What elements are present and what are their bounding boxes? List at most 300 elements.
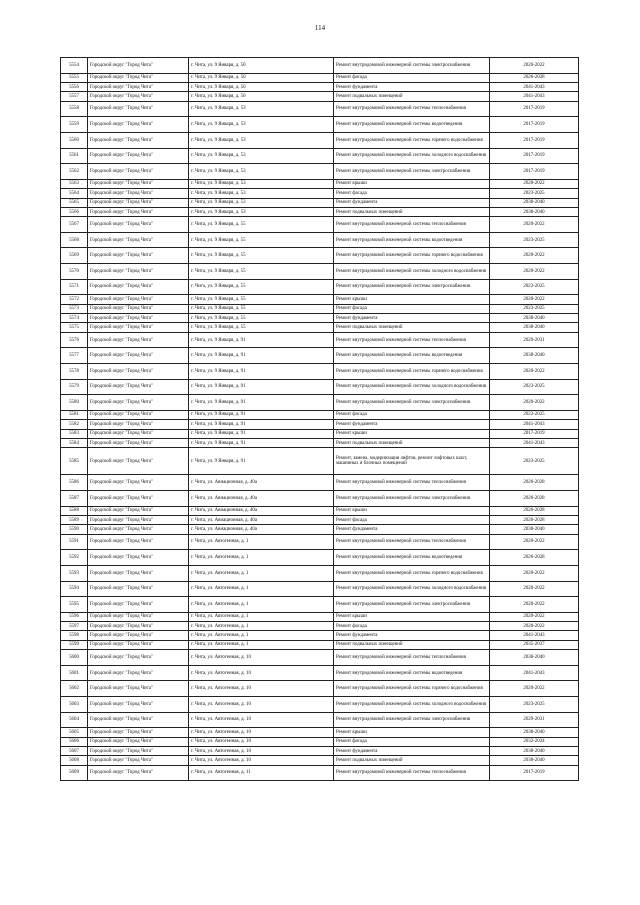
address-cell: г. Чита, ул. 9 Января, д. 55 xyxy=(189,217,334,233)
table-row xyxy=(61,681,579,697)
years-cell: 2023-2025 xyxy=(490,410,579,419)
work-type-cell: Ремонт фундамента xyxy=(334,314,490,323)
years-cell: 2023-2025 xyxy=(490,232,579,248)
work-type-cell: Ремонт фундамента xyxy=(334,525,490,534)
municipality-cell: Городской округ "Город Чита" xyxy=(88,364,189,380)
municipality-cell: Городской округ "Город Чита" xyxy=(88,217,189,233)
work-type-cell: Ремонт фундамента xyxy=(334,747,490,756)
table-row xyxy=(61,448,579,475)
row-number: 5563 xyxy=(61,179,88,188)
address-cell: г. Чита, ул. 9 Января, д. 55 xyxy=(189,314,334,323)
row-number: 5575 xyxy=(61,323,88,332)
table-row xyxy=(61,534,579,550)
municipality-cell: Городской округ "Город Чита" xyxy=(88,728,189,737)
work-type-cell: Ремонт внутридомовой инженерной системы теплоснабжения xyxy=(334,650,490,666)
table-row xyxy=(61,207,579,216)
years-cell: 2020-2022 xyxy=(490,264,579,280)
row-number: 5565 xyxy=(61,198,88,207)
row-number: 5608 xyxy=(61,756,88,765)
work-type-cell: Ремонт подвальных помещений xyxy=(334,640,490,649)
years-cell: 2026-2028 xyxy=(490,475,579,491)
row-number: 5599 xyxy=(61,640,88,649)
table-row xyxy=(61,612,579,621)
table-row xyxy=(61,58,579,74)
row-number: 5593 xyxy=(61,565,88,581)
row-number: 5577 xyxy=(61,348,88,364)
municipality-cell: Городской округ "Город Чита" xyxy=(88,101,189,117)
work-type-cell: Ремонт фасада xyxy=(334,622,490,631)
table-row xyxy=(61,475,579,491)
table-row xyxy=(61,132,579,148)
address-cell: г. Чита, ул. Автогенная, д. 1 xyxy=(189,622,334,631)
work-type-cell: Ремонт внутридомовой инженерной системы теплоснабжения xyxy=(334,765,490,781)
years-cell: 2023-2025 xyxy=(490,304,579,313)
work-type-cell: Ремонт крыши xyxy=(334,506,490,515)
address-cell: г. Чита, ул. 9 Января, д. 91 xyxy=(189,379,334,395)
table-row xyxy=(61,117,579,133)
page-number: 114 xyxy=(314,24,326,32)
municipality-cell: Городской округ "Город Чита" xyxy=(88,323,189,332)
municipality-cell: Городской округ "Город Чита" xyxy=(88,640,189,649)
table-row xyxy=(61,148,579,164)
table-row xyxy=(61,279,579,295)
table-row xyxy=(61,189,579,198)
work-type-cell: Ремонт фасада xyxy=(334,515,490,524)
row-number: 5557 xyxy=(61,92,88,101)
years-cell: 2023-2025 xyxy=(490,189,579,198)
years-cell: 2041-2043 xyxy=(490,438,579,447)
years-cell: 2038-2040 xyxy=(490,650,579,666)
table-row xyxy=(61,364,579,380)
table-row xyxy=(61,697,579,713)
table-row xyxy=(61,565,579,581)
years-cell: 2023-2025 xyxy=(490,697,579,713)
row-number: 5588 xyxy=(61,506,88,515)
row-number: 5586 xyxy=(61,475,88,491)
work-type-cell: Ремонт внутридомовой инженерной системы холодного водоснабжения xyxy=(334,581,490,597)
work-type-cell: Ремонт внутридомовой инженерной системы горячего водоснабжения xyxy=(334,565,490,581)
row-number: 5603 xyxy=(61,697,88,713)
address-cell: г. Чита, ул. 9 Января, д. 91 xyxy=(189,395,334,411)
address-cell: г. Чита, ул. Автогенная, д. 1 xyxy=(189,631,334,640)
work-type-cell: Ремонт внутридомовой инженерной системы холодного водоснабжения xyxy=(334,379,490,395)
years-cell: 2032-2034 xyxy=(490,737,579,746)
years-cell: 2023-2025 xyxy=(490,379,579,395)
work-type-cell: Ремонт внутридомовой инженерной системы электроснабжения xyxy=(334,712,490,728)
row-number: 5607 xyxy=(61,747,88,756)
municipality-cell: Городской округ "Город Чита" xyxy=(88,631,189,640)
years-cell: 2035-2037 xyxy=(490,640,579,649)
table-row xyxy=(61,101,579,117)
municipality-cell: Городской округ "Город Чита" xyxy=(88,650,189,666)
work-type-cell: Ремонт внутридомовой инженерной системы горячего водоснабжения xyxy=(334,364,490,380)
table-row xyxy=(61,248,579,264)
municipality-cell: Городской округ "Город Чита" xyxy=(88,117,189,133)
table-body xyxy=(61,58,579,781)
municipality-cell: Городской округ "Город Чита" xyxy=(88,534,189,550)
municipality-cell: Городской округ "Город Чита" xyxy=(88,581,189,597)
municipality-cell: Городской округ "Город Чита" xyxy=(88,164,189,180)
address-cell: г. Чита, ул. 9 Января, д. 50 xyxy=(189,82,334,91)
years-cell: 2038-2040 xyxy=(490,207,579,216)
municipality-cell: Городской округ "Город Чита" xyxy=(88,332,189,348)
address-cell: г. Чита, ул. 9 Января, д. 91 xyxy=(189,410,334,419)
years-cell: 2023-2025 xyxy=(490,279,579,295)
row-number: 5592 xyxy=(61,550,88,566)
address-cell: г. Чита, ул. Автогенная, д. 1 xyxy=(189,565,334,581)
work-type-cell: Ремонт фундамента xyxy=(334,420,490,429)
table-row xyxy=(61,525,579,534)
work-type-cell: Ремонт внутридомовой инженерной системы водоотведения xyxy=(334,117,490,133)
work-type-cell: Ремонт внутридомовой инженерной системы холодного водоснабжения xyxy=(334,264,490,280)
municipality-cell: Городской округ "Город Чита" xyxy=(88,765,189,781)
row-number: 5560 xyxy=(61,132,88,148)
work-type-cell: Ремонт фасада xyxy=(334,410,490,419)
address-cell: г. Чита, ул. 9 Января, д. 91 xyxy=(189,429,334,438)
address-cell: г. Чита, ул. Автогенная, д. 1 xyxy=(189,612,334,621)
years-cell: 2020-2022 xyxy=(490,58,579,74)
row-number: 5558 xyxy=(61,101,88,117)
years-cell: 2041-2043 xyxy=(490,92,579,101)
table-row xyxy=(61,314,579,323)
table-row xyxy=(61,395,579,411)
row-number: 5601 xyxy=(61,665,88,681)
work-type-cell: Ремонт фундамента xyxy=(334,198,490,207)
municipality-cell: Городской округ "Город Чита" xyxy=(88,395,189,411)
row-number: 5589 xyxy=(61,515,88,524)
address-cell: г. Чита, ул. Автогенная, д. 10 xyxy=(189,756,334,765)
years-cell: 2026-2028 xyxy=(490,506,579,515)
row-number: 5594 xyxy=(61,581,88,597)
years-cell: 2020-2022 xyxy=(490,295,579,304)
municipality-cell: Городской округ "Город Чита" xyxy=(88,490,189,506)
address-cell: г. Чита, ул. 9 Января, д. 50 xyxy=(189,58,334,74)
row-number: 5582 xyxy=(61,420,88,429)
years-cell: 2023-2025 xyxy=(490,448,579,475)
row-number: 5556 xyxy=(61,82,88,91)
years-cell: 2026-2028 xyxy=(490,490,579,506)
table-row xyxy=(61,438,579,447)
address-cell: г. Чита, ул. Автогенная, д. 1 xyxy=(189,550,334,566)
table-row xyxy=(61,232,579,248)
years-cell: 2020-2022 xyxy=(490,681,579,697)
address-cell: г. Чита, ул. 9 Января, д. 53 xyxy=(189,101,334,117)
years-cell: 2038-2040 xyxy=(490,198,579,207)
address-cell: г. Чита, ул. Автогенная, д. 10 xyxy=(189,681,334,697)
row-number: 5583 xyxy=(61,429,88,438)
table-row xyxy=(61,712,579,728)
row-number: 5561 xyxy=(61,148,88,164)
row-number: 5574 xyxy=(61,314,88,323)
work-type-cell: Ремонт фасада xyxy=(334,73,490,82)
work-type-cell: Ремонт внутридомовой инженерной системы горячего водоснабжения xyxy=(334,681,490,697)
work-type-cell: Ремонт фасада xyxy=(334,737,490,746)
row-number: 5605 xyxy=(61,728,88,737)
municipality-cell: Городской округ "Город Чита" xyxy=(88,248,189,264)
municipality-cell: Городской округ "Город Чита" xyxy=(88,207,189,216)
table-row xyxy=(61,179,579,188)
row-number: 5598 xyxy=(61,631,88,640)
address-cell: г. Чита, ул. 9 Января, д. 91 xyxy=(189,448,334,475)
work-type-cell: Ремонт внутридомовой инженерной системы горячего водоснабжения xyxy=(334,132,490,148)
work-type-cell: Ремонт крыши xyxy=(334,429,490,438)
address-cell: г. Чита, ул. 9 Января, д. 91 xyxy=(189,438,334,447)
work-type-cell: Ремонт внутридомовой инженерной системы теплоснабжения xyxy=(334,217,490,233)
municipality-cell: Городской округ "Город Чита" xyxy=(88,429,189,438)
row-number: 5600 xyxy=(61,650,88,666)
municipality-cell: Городской округ "Город Чита" xyxy=(88,379,189,395)
address-cell: г. Чита, ул. 9 Января, д. 55 xyxy=(189,279,334,295)
work-type-cell: Ремонт внутридомовой инженерной системы водоотведения xyxy=(334,550,490,566)
work-type-cell: Ремонт подвальных помещений xyxy=(334,207,490,216)
work-type-cell: Ремонт внутридомовой инженерной системы холодного водоснабжения xyxy=(334,697,490,713)
table-row xyxy=(61,73,579,82)
municipality-cell: Городской округ "Город Чита" xyxy=(88,550,189,566)
table-row xyxy=(61,323,579,332)
address-cell: г. Чита, ул. Автогенная, д. 10 xyxy=(189,728,334,737)
municipality-cell: Городской округ "Город Чита" xyxy=(88,82,189,91)
years-cell: 2026-2028 xyxy=(490,515,579,524)
municipality-cell: Городской округ "Город Чита" xyxy=(88,179,189,188)
address-cell: г. Чита, ул. 9 Января, д. 53 xyxy=(189,198,334,207)
row-number: 5578 xyxy=(61,364,88,380)
years-cell: 2020-2022 xyxy=(490,534,579,550)
address-cell: г. Чита, ул. Автогенная, д. 1 xyxy=(189,534,334,550)
address-cell: г. Чита, ул. 9 Января, д. 55 xyxy=(189,232,334,248)
address-cell: г. Чита, ул. 9 Января, д. 50 xyxy=(189,92,334,101)
row-number: 5606 xyxy=(61,737,88,746)
municipality-cell: Городской округ "Город Чита" xyxy=(88,525,189,534)
address-cell: г. Чита, ул. 9 Января, д. 55 xyxy=(189,264,334,280)
years-cell: 2038-2040 xyxy=(490,747,579,756)
municipality-cell: Городской округ "Город Чита" xyxy=(88,148,189,164)
work-type-cell: Ремонт крыши xyxy=(334,612,490,621)
row-number: 5609 xyxy=(61,765,88,781)
address-cell: г. Чита, ул. Автогенная, д. 11 xyxy=(189,765,334,781)
municipality-cell: Городской округ "Город Чита" xyxy=(88,697,189,713)
years-cell: 2038-2040 xyxy=(490,323,579,332)
municipality-cell: Городской округ "Город Чита" xyxy=(88,420,189,429)
table-row xyxy=(61,756,579,765)
municipality-cell: Городской округ "Город Чита" xyxy=(88,232,189,248)
address-cell: г. Чита, ул. 9 Января, д. 50 xyxy=(189,73,334,82)
table-row xyxy=(61,581,579,597)
table-row xyxy=(61,429,579,438)
row-number: 5584 xyxy=(61,438,88,447)
address-cell: г. Чита, ул. Авиационная, д. 40а xyxy=(189,525,334,534)
municipality-cell: Городской округ "Город Чита" xyxy=(88,295,189,304)
address-cell: г. Чита, ул. Автогенная, д. 10 xyxy=(189,737,334,746)
years-cell: 2041-2043 xyxy=(490,665,579,681)
work-type-cell: Ремонт внутридомовой инженерной системы электроснабжения xyxy=(334,164,490,180)
years-cell: 2020-2022 xyxy=(490,179,579,188)
table-row xyxy=(61,515,579,524)
work-type-cell: Ремонт подвальных помещений xyxy=(334,756,490,765)
municipality-cell: Городской округ "Город Чита" xyxy=(88,515,189,524)
address-cell: г. Чита, ул. Автогенная, д. 1 xyxy=(189,640,334,649)
work-type-cell: Ремонт крыши xyxy=(334,295,490,304)
work-type-cell: Ремонт внутридомовой инженерной системы холодного водоснабжения xyxy=(334,148,490,164)
address-cell: г. Чита, ул. Авиационная, д. 40а xyxy=(189,506,334,515)
row-number: 5569 xyxy=(61,248,88,264)
years-cell: 2038-2040 xyxy=(490,348,579,364)
work-type-cell: Ремонт фундамента xyxy=(334,82,490,91)
years-cell: 2038-2040 xyxy=(490,728,579,737)
work-type-cell: Ремонт фундамента xyxy=(334,631,490,640)
years-cell: 2020-2022 xyxy=(490,597,579,613)
work-type-cell: Ремонт фасада xyxy=(334,304,490,313)
address-cell: г. Чита, ул. Авиационная, д. 40а xyxy=(189,490,334,506)
years-cell: 2026-2028 xyxy=(490,73,579,82)
table-row xyxy=(61,728,579,737)
years-cell: 2038-2040 xyxy=(490,525,579,534)
municipality-cell: Городской округ "Город Чита" xyxy=(88,73,189,82)
work-type-cell: Ремонт подвальных помещений xyxy=(334,92,490,101)
table-row xyxy=(61,737,579,746)
years-cell: 2017-2019 xyxy=(490,765,579,781)
table-row xyxy=(61,217,579,233)
row-number: 5564 xyxy=(61,189,88,198)
years-cell: 2029-2031 xyxy=(490,332,579,348)
municipality-cell: Городской округ "Город Чита" xyxy=(88,304,189,313)
table-row xyxy=(61,198,579,207)
address-cell: г. Чита, ул. Автогенная, д. 10 xyxy=(189,747,334,756)
row-number: 5567 xyxy=(61,217,88,233)
municipality-cell: Городской округ "Город Чита" xyxy=(88,448,189,475)
table-row xyxy=(61,164,579,180)
table-row xyxy=(61,747,579,756)
municipality-cell: Городской округ "Город Чита" xyxy=(88,756,189,765)
municipality-cell: Городской округ "Город Чита" xyxy=(88,189,189,198)
address-cell: г. Чита, ул. 9 Января, д. 55 xyxy=(189,248,334,264)
address-cell: г. Чита, ул. Автогенная, д. 10 xyxy=(189,697,334,713)
years-cell: 2017-2019 xyxy=(490,148,579,164)
row-number: 5559 xyxy=(61,117,88,133)
municipality-cell: Городской округ "Город Чита" xyxy=(88,314,189,323)
years-cell: 2017-2019 xyxy=(490,117,579,133)
years-cell: 2041-2043 xyxy=(490,420,579,429)
work-type-cell: Ремонт подвальных помещений xyxy=(334,438,490,447)
table-row xyxy=(61,379,579,395)
years-cell: 2020-2022 xyxy=(490,612,579,621)
years-cell: 2041-2043 xyxy=(490,82,579,91)
row-number: 5566 xyxy=(61,207,88,216)
address-cell: г. Чита, ул. Автогенная, д. 1 xyxy=(189,581,334,597)
municipality-cell: Городской округ "Город Чита" xyxy=(88,410,189,419)
years-cell: 2038-2040 xyxy=(490,756,579,765)
work-type-cell: Ремонт внутридомовой инженерной системы теплоснабжения xyxy=(334,534,490,550)
address-cell: г. Чита, ул. 9 Января, д. 53 xyxy=(189,164,334,180)
row-number: 5576 xyxy=(61,332,88,348)
years-cell: 2020-2022 xyxy=(490,622,579,631)
row-number: 5595 xyxy=(61,597,88,613)
row-number: 5604 xyxy=(61,712,88,728)
work-type-cell: Ремонт внутридомовой инженерной системы горячего водоснабжения xyxy=(334,248,490,264)
address-cell: г. Чита, ул. Автогенная, д. 10 xyxy=(189,712,334,728)
row-number: 5585 xyxy=(61,448,88,475)
row-number: 5590 xyxy=(61,525,88,534)
municipality-cell: Городской округ "Город Чита" xyxy=(88,506,189,515)
address-cell: г. Чита, ул. 9 Января, д. 55 xyxy=(189,304,334,313)
years-cell: 2017-2019 xyxy=(490,164,579,180)
work-type-cell: Ремонт фасада xyxy=(334,189,490,198)
municipality-cell: Городской округ "Город Чита" xyxy=(88,475,189,491)
table-row xyxy=(61,640,579,649)
table-row xyxy=(61,490,579,506)
row-number: 5596 xyxy=(61,612,88,621)
row-number: 5571 xyxy=(61,279,88,295)
years-cell: 2020-2022 xyxy=(490,565,579,581)
work-type-cell: Ремонт внутридомовой инженерной системы водоотведения xyxy=(334,348,490,364)
table-row xyxy=(61,92,579,101)
table-row xyxy=(61,506,579,515)
municipality-cell: Городской округ "Город Чита" xyxy=(88,92,189,101)
address-cell: г. Чита, ул. 9 Января, д. 91 xyxy=(189,420,334,429)
years-cell: 2017-2019 xyxy=(490,132,579,148)
row-number: 5591 xyxy=(61,534,88,550)
work-type-cell: Ремонт крыши xyxy=(334,728,490,737)
years-cell: 2020-2022 xyxy=(490,395,579,411)
row-number: 5554 xyxy=(61,58,88,74)
address-cell: г. Чита, ул. Автогенная, д. 10 xyxy=(189,650,334,666)
row-number: 5587 xyxy=(61,490,88,506)
municipality-cell: Городской округ "Город Чита" xyxy=(88,712,189,728)
municipality-cell: Городской округ "Город Чита" xyxy=(88,279,189,295)
table-row xyxy=(61,622,579,631)
row-number: 5602 xyxy=(61,681,88,697)
work-type-cell: Ремонт внутридомовой инженерной системы водоотведения xyxy=(334,232,490,248)
address-cell: г. Чита, ул. Автогенная, д. 10 xyxy=(189,665,334,681)
table-row xyxy=(61,765,579,781)
municipality-cell: Городской округ "Город Чита" xyxy=(88,198,189,207)
work-type-cell: Ремонт подвальных помещений xyxy=(334,323,490,332)
municipality-cell: Городской округ "Город Чита" xyxy=(88,565,189,581)
years-cell: 2017-2019 xyxy=(490,429,579,438)
table-row xyxy=(61,82,579,91)
municipality-cell: Городской округ "Город Чита" xyxy=(88,597,189,613)
work-type-cell: Ремонт крыши xyxy=(334,179,490,188)
row-number: 5597 xyxy=(61,622,88,631)
work-type-cell: Ремонт, замена, модернизация лифтов, ремонт лифтовых шахт, машинных и блочных помещений xyxy=(334,448,490,475)
municipality-cell: Городской округ "Город Чита" xyxy=(88,612,189,621)
row-number: 5562 xyxy=(61,164,88,180)
years-cell: 2020-2022 xyxy=(490,364,579,380)
row-number: 5581 xyxy=(61,410,88,419)
municipality-cell: Городской округ "Город Чита" xyxy=(88,747,189,756)
table-row xyxy=(61,597,579,613)
work-type-cell: Ремонт внутридомовой инженерной системы электроснабжения xyxy=(334,279,490,295)
capital-repair-table xyxy=(60,57,579,781)
years-cell: 2020-2022 xyxy=(490,217,579,233)
address-cell: г. Чита, ул. 9 Января, д. 55 xyxy=(189,323,334,332)
years-cell: 2020-2022 xyxy=(490,248,579,264)
address-cell: г. Чита, ул. 9 Января, д. 53 xyxy=(189,117,334,133)
address-cell: г. Чита, ул. 9 Января, д. 91 xyxy=(189,364,334,380)
address-cell: г. Чита, ул. 9 Января, д. 53 xyxy=(189,148,334,164)
municipality-cell: Городской округ "Город Чита" xyxy=(88,737,189,746)
municipality-cell: Городской округ "Город Чита" xyxy=(88,132,189,148)
table-row xyxy=(61,550,579,566)
municipality-cell: Городской округ "Город Чита" xyxy=(88,348,189,364)
row-number: 5572 xyxy=(61,295,88,304)
table-row xyxy=(61,665,579,681)
address-cell: г. Чита, ул. 9 Января, д. 91 xyxy=(189,332,334,348)
row-number: 5573 xyxy=(61,304,88,313)
address-cell: г. Чита, ул. 9 Января, д. 53 xyxy=(189,179,334,188)
work-type-cell: Ремонт внутридомовой инженерной системы теплоснабжения xyxy=(334,101,490,117)
table-row xyxy=(61,420,579,429)
address-cell: г. Чита, ул. Авиационная, д. 40а xyxy=(189,515,334,524)
